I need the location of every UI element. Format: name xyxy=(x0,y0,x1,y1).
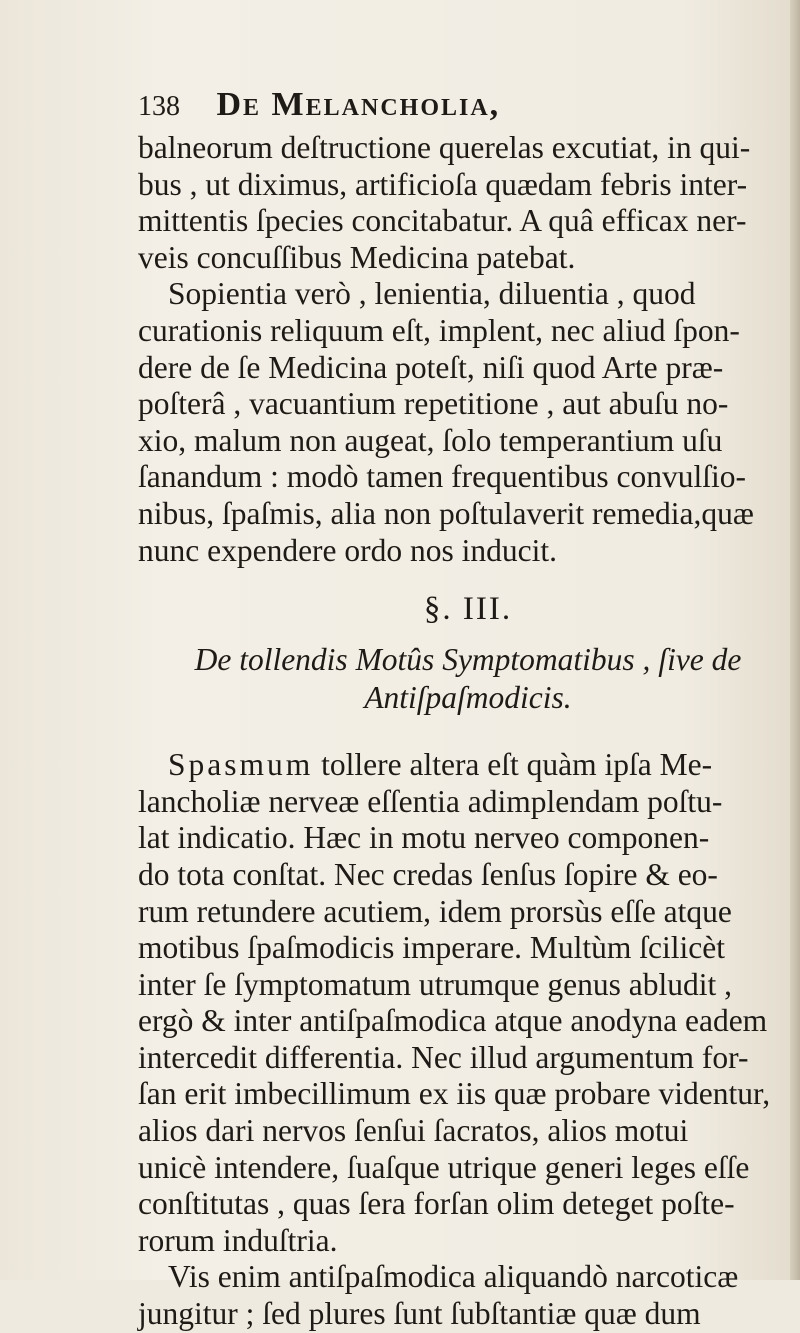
section-title-line-1: De tollendis Motûs Symptomatibus , ſive de xyxy=(194,642,742,678)
text-line: poſterâ , vacuantium repetitione , aut abuſu no- xyxy=(138,386,729,422)
text-line: jungitur ; ſed plures ſunt ſubſtantiæ quæ dum xyxy=(138,1296,701,1332)
text-line: curationis reliquum eſt, implent, nec aliud ſpon- xyxy=(138,312,740,348)
text-line: bus , ut diximus, artificioſa quædam febris inter- xyxy=(138,166,748,202)
text-line: intercedit differentia. Nec illud argumentum for- xyxy=(138,1039,749,1075)
text-line: mittentis ſpecies concitabatur. A quâ efficax ner- xyxy=(138,203,747,239)
section-title-line-2: Antiſpaſmodicis. xyxy=(364,680,572,716)
text-line: alios dari nervos ſenſui ſacratos, alios motui xyxy=(138,1113,689,1149)
text-line: nunc expendere ordo nos inducit. xyxy=(138,532,558,568)
running-title: De Melancholia, xyxy=(216,86,501,123)
paragraph-2 xyxy=(138,276,798,569)
text-line: veis concuſſibus Medicina patebat. xyxy=(138,239,576,275)
page-number: 138 xyxy=(138,91,180,122)
running-header xyxy=(138,82,698,128)
paragraph-4 xyxy=(138,1259,798,1332)
text-line: balneorum deſtructione querelas excutiat, in qui- xyxy=(138,130,751,165)
text-line: ſanandum : modò tamen frequentibus convulſio- xyxy=(138,459,746,495)
paragraph-3 xyxy=(138,747,798,1259)
text-line: do tota conſtat. Nec credas ſenſus ſopire & eo- xyxy=(138,856,718,892)
text-line: ſan erit imbecillimum ex iis quæ probare videntur, xyxy=(138,1076,771,1112)
spacer xyxy=(138,717,798,747)
first-line-rest: tollere altera eſt quàm ipſa Me- xyxy=(313,747,713,783)
text-line: conſtitutas , quas ſera forſan olim deteget poſte- xyxy=(138,1186,735,1222)
paragraph-1 xyxy=(138,130,798,276)
initial-word: Spasmum xyxy=(168,747,314,783)
text-line: ergò & inter antiſpaſmodica atque anodyna eadem xyxy=(138,1003,768,1039)
text-line: rorum induſtria. xyxy=(138,1222,338,1258)
text-line: xio, malum non augeat, ſolo temperantium uſu xyxy=(138,422,723,458)
text-line xyxy=(138,747,798,784)
text-line: Vis enim antiſpaſmodica aliquandò narcoticæ xyxy=(168,1259,739,1295)
text-line: lancholiæ nerveæ eſſentia adimplendam poſtu- xyxy=(138,783,723,819)
text-line: inter ſe ſymptomatum utrumque genus abludit , xyxy=(138,966,733,1002)
text-line: dere de ſe Medicina poteſt, niſi quod Arte præ- xyxy=(138,349,724,385)
text-line: Sopientia verò , lenientia, diluentia , quod xyxy=(168,276,696,312)
text-line: lat indicatio. Hæc in motu nerveo componen- xyxy=(138,820,710,856)
text-line: unicè intendere, ſuaſque utrique generi leges eſſe xyxy=(138,1149,750,1185)
body-text xyxy=(138,130,798,1333)
text-line: motibus ſpaſmodicis imperare. Multùm ſcilicèt xyxy=(138,930,726,966)
section-number: §. III. xyxy=(423,591,513,628)
text-line: nibus, ſpaſmis, alia non poſtulaverit remedia,quæ xyxy=(138,495,754,531)
text-line: rum retundere acutiem, idem prorsùs eſſe atque xyxy=(138,893,732,929)
